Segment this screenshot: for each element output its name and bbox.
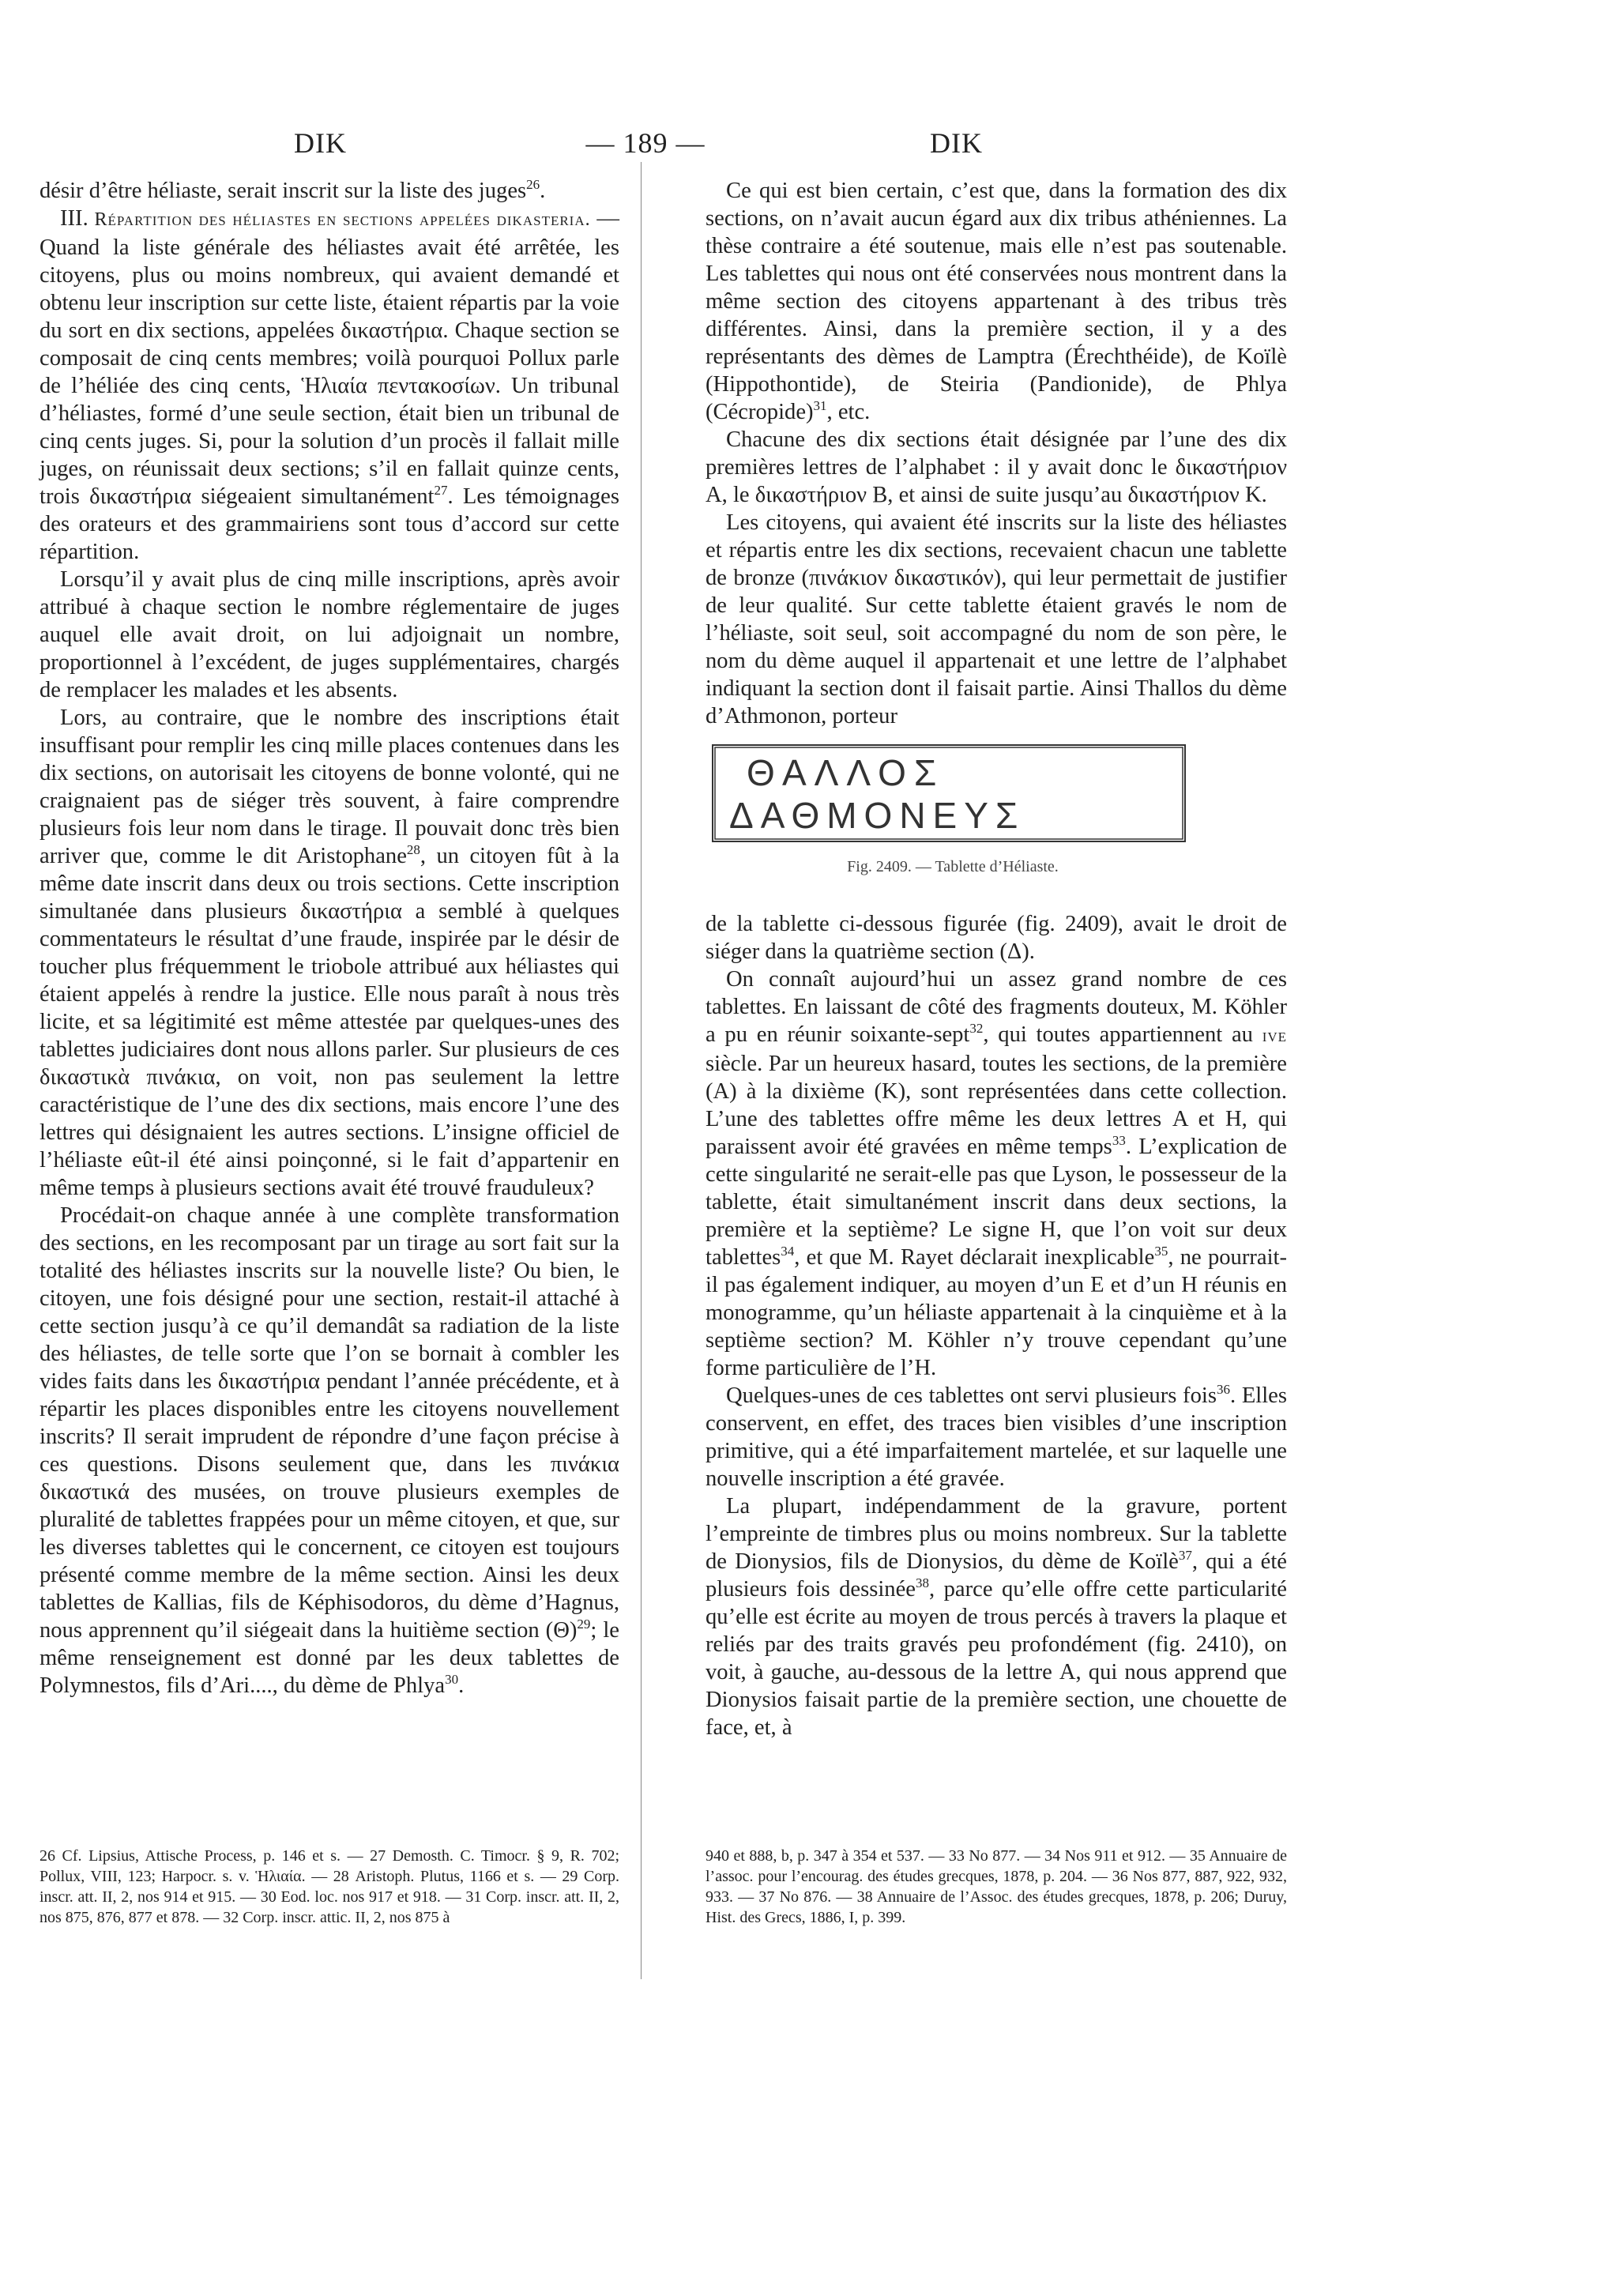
page-number: — 189 — [585,127,706,159]
section-paragraph: III. Répartition des héliastes en sections appelées dikasteria. — Quand la liste générale des héliastes avait été arrêtée, les citoyens, plus ou moins nombreux, qui avaient demandé et obtenu leur inscription sur cette liste, étaient répartis par la voie du sort en dix sections, appelées δικαστήρια. Chaque section se composait de cinq cents membres; voilà pourquoi Pollux parle de l’héliée des cinq cents, Ἡλιαία πεντακοσίων. Un tribunal d’héliastes, formé d’une seule section, était bien un tribunal de cinq cents juges. Si, pour la solution d’un procès il fallait mille juges, on réunissait deux sections; s’il en fallait quinze cents, trois δικαστήρια siégeaient simultanément$^{27}$. Les témoignages des orateurs et des grammairiens sont tous d’accord sur cette répartition. [40,206,619,564]
section-title: Répartition des héliastes en sections appelées dikasteria. [94,209,591,230]
paragraph: Chacune des dix sections était désignée par l’une des dix premières lettres de l’alphabet : il y avait donc le δικαστήριον Α, le δικαστήριον Β, et ainsi de suite jusqu’au δικαστήριον Κ. [706,427,1287,507]
paragraph: Lorsqu’il y avait plus de cinq mille inscriptions, après avoir attribué à chaque section le nombre réglementaire de juges auquel elle avait droit, on lui adjoignait un nombre, proportionnel à l’excédent, de juges supplémentaires, chargés de remplacer les malades et les absents. [40,567,619,702]
footnote-ref: 27 [434,483,448,498]
footnote-ref: 29 [577,1617,591,1632]
paragraph: Quelques-unes de ces tablettes ont servi plusieurs fois$^{36}$. Elles conservent, en effet, des traces bien visibles d’une inscription primitive, qui a été imparfaitement martelée, et sur laquelle une nouvelle inscription a été gravée. [706,1382,1287,1491]
right-column [706,177,1287,1741]
footnotes-right: 940 et 888, b, p. 347 à 354 et 537. — 33 No 877. — 34 Nos 911 et 912. — 35 Annuaire de l’assoc. pour l’encourag. des études grecques, 1878, p. 204. — 36 Nos 877, 887, 922, 932, 933. — 37 No 876. — 38 Annuaire de l’Assoc. des études grecques, 1878, p. 206; Duruy, Hist. des Grecs, 1886, I, p. 399. [706,1847,1287,1926]
figure-caption: Fig. 2409. — Tablette d’Héliaste. [847,858,1059,875]
paragraph: On connaît aujourd’hui un assez grand nombre de ces tablettes. En laissant de côté des fragments douteux, M. Köhler a pu en réunir soixante-sept$^{32}$, qui toutes appartiennent au ive siècle. Par un heureux hasard, toutes les sections, de la première (Α) à la dixième (Κ), sont représentées dans cette collection. L’une des tablettes offre même les deux lettres Α et Η, qui paraissent avoir été gravées en même temps$^{33}$. L’explication de cette singularité ne serait-elle pas que Lyson, le possesseur de la tablette, était simultanément inscrit dans deux sections, la première et la septième? Le signe Η, que l’on voit sur deux tablettes$^{34}$, et que M. Rayet déclarait inexplicable$^{35}$, ne pourrait-il pas également indiquer, au moyen d’un Ε et d’un Η réunis en monogramme, qu’un héliaste appartenait à la cinquième et à la septième section? M. Köhler n’y trouve cependant qu’une forme particulière de l’Η. [706,967,1288,1380]
running-header-left: DIK [294,127,347,159]
footnote-ref: 34 [781,1244,795,1259]
tablet-line-2: ΔΑΘΜΟΝΕΥΣ [729,795,1025,836]
heliast-tablet-image [712,744,1186,842]
paragraph: désir d’être héliaste, serait inscrit sur la liste des juges$^{26}$. [40,177,546,203]
footnote-ref: 30 [445,1672,459,1687]
left-column [40,177,619,1699]
footnote-ref: 28 [406,842,420,857]
paragraph: Les citoyens, qui avaient été inscrits sur la liste des héliastes et répartis entre les dix sections, recevaient chacun une tablette de bronze (πινάκιον δικαστικόν), qui leur permettait de justifier de leur qualité. Sur cette tablette étaient gravés le nom de l’héliaste, soit seul, soit accompagné du nom de son père, le nom du dème auquel il appartenait et une lettre de l’alphabet indiquant la section dont il faisait partie. Ainsi Thallos du dème d’Athmonon, porteur [706,510,1287,728]
column-rule [641,162,642,1979]
paragraph: Ce qui est bien certain, c’est que, dans la formation des dix sections, on n’avait aucun égard aux dix tribus athéniennes. La thèse contraire a été soutenue, mais elle n’est pas soutenable. Les tablettes qui nous ont été conservées nous montrent dans la même section des citoyens appartenant à des tribus très différentes. Ainsi, dans la première section, il y a des représentants des dèmes de Lamptra (Érechthéide), de Koïlè (Hippothontide), de Steiria (Pandionide), de Phlya (Cécropide)$^{31}$, etc. [706,179,1287,424]
century-numeral: ive [1262,1026,1288,1046]
footnote-ref: 32 [969,1021,984,1036]
footnote-ref: 38 [916,1575,929,1590]
tablet-line-1: ΘΑΛΛΟΣ [747,752,945,793]
footnote-ref: 33 [1112,1133,1126,1148]
footnote-ref: 37 [1178,1548,1192,1563]
paragraph: La plupart, indépendamment de la gravure, portent l’empreinte de timbres plus ou moins nombreux. Sur la tablette de Dionysios, fils de Dionysios, du dème de Koïlè$^{37}$, qui a été plusieurs fois dessinée$^{38}$, parce qu’elle offre cette particularité qu’elle est écrite au moyen de trous percés à travers la plaque et reliés par des traits gravés peu profondément (fig. 2410), on voit, à gauche, au-dessous de la lettre Α, qui nous apprend que Dionysios faisait partie de la première section, une chouette de face, et, à [706,1494,1288,1740]
section-number: III. [60,206,88,231]
footnote-ref: 31 [813,398,827,413]
running-header-right: DIK [930,127,983,159]
paragraph: Lors, au contraire, que le nombre des inscriptions était insuffisant pour remplir les cinq mille places contenues dans les dix sections, on autorisait les citoyens de bonne volonté, qui ne craignaient pas de siéger très souvent, à faire comprendre plusieurs fois leur nom dans le tirage. Il pouvait donc très bien arriver que, comme le dit Aristophane$^{28}$, un citoyen fût à la même date inscrit dans deux ou trois sections. Cette inscription simultanée dans plusieurs δικαστήρια a semblé à quelques commentateurs le résultat d’une fraude, inspirée par le désir de toucher plus fréquemment le triobole attribué aux héliastes qui étaient appelés à rendre la justice. Elle nous paraît à nous très licite, et sa légitimité est même attestée par quelques-unes des tablettes judiciaires dont nous allons parler. Sur plusieurs de ces δικαστικὰ πινάκια, on voit, non pas seulement la lettre caractéristique de l’une des dix sections, mais encore l’une des lettres qui désignaient les autres sections. L’insigne officiel de l’héliaste eût-il été ainsi poinçonné, si le fait d’appartenir en même temps à plusieurs sections avait été trouvé frauduleux? [40,706,619,1200]
paragraph: de la tablette ci-dessous figurée (fig. 2409), avait le droit de siéger dans la quatrième section (Δ). [706,912,1287,964]
figure-2409 [706,744,1287,876]
footnote-ref: 35 [1154,1244,1168,1259]
footnote-ref: 26 [526,177,540,192]
paragraph: Procédait-on chaque année à une complète transformation des sections, en les recomposant par un tirage au sort fait sur la totalité des héliastes inscrits sur la nouvelle liste? Ou bien, le citoyen, une fois désigné pour une section, restait-il attaché à cette section jusqu’à ce qu’il demandât sa radiation de la liste des héliastes, de telle sorte que l’on se bornait à combler les vides faits dans les δικαστήρια pendant l’année précédente, et à répartir les places disponibles entre les citoyens nouvellement inscrits? Il serait imprudent de répondre d’une façon précise à ces questions. Disons seulement que, dans les πινάκια δικαστικά des musées, on trouve plusieurs exemples de pluralité de tablettes frappées pour un même citoyen, et que, sur les diverses tablettes qui le concernent, ce citoyen est toujours présenté comme membre de la même section. Ainsi les deux tablettes de Kallias, fils de Képhisodoros, du dème d’Hagnus, nous apprennent qu’il siégeait dans la huitième section $(\Theta)^{29}$; le même renseignement est donné par les deux tablettes de Polymnestos, fils d’Ari...., du dème de Phlya$^{30}$. [40,1203,619,1698]
footnote-ref: 36 [1216,1382,1230,1397]
footnotes-left: 26 Cf. Lipsius, Attische Process, p. 146 et s. — 27 Demosth. C. Timocr. § 9, R. 702; Pollux, VIII, 123; Harpocr. s. v. Ἡλιαία. — 28 Aristoph. Plutus, 1166 et s. — 29 Corp. inscr. att. II, 2, nos 914 et 915. — 30 Eod. loc. nos 917 et 918. — 31 Corp. inscr. att. II, 2, nos 875, 876, 877 et 878. — 32 Corp. inscr. attic. II, 2, nos 875 à [40,1847,619,1926]
